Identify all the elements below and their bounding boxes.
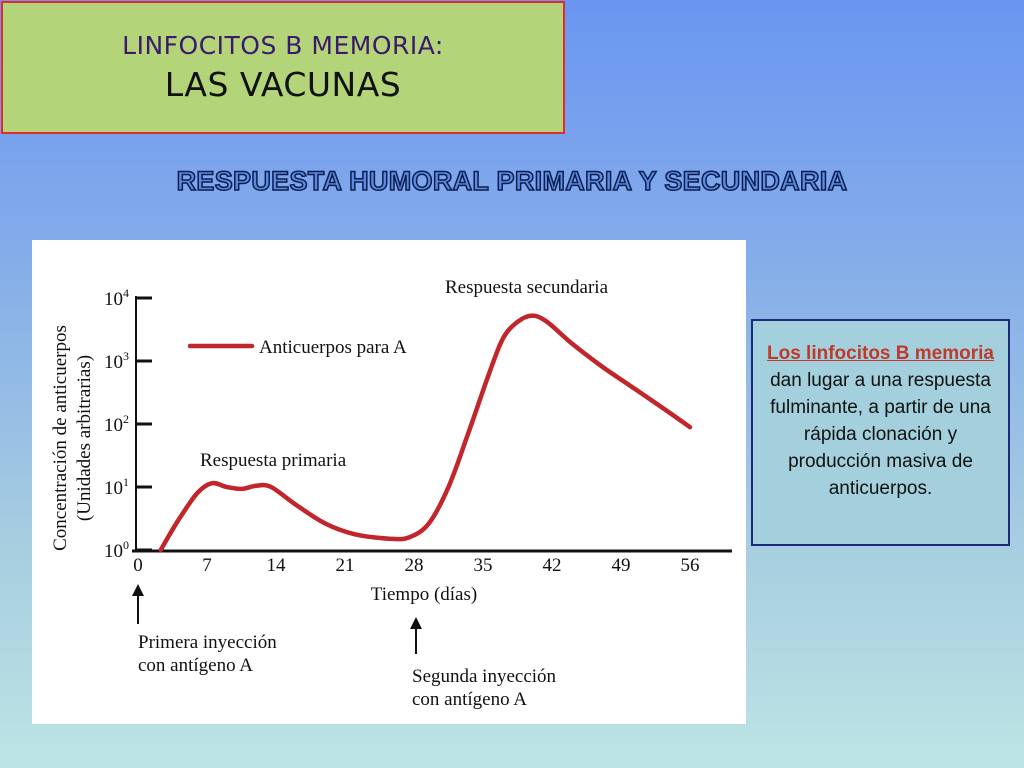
- chart-legend: [190, 337, 407, 358]
- title-line-1: LINFOCITOS B MEMORIA:: [122, 31, 444, 60]
- first-injection-label-line-1: Primera inyección: [138, 632, 277, 653]
- x-tick-label-2: 14: [266, 555, 286, 576]
- first-injection-label-line-2: con antígeno A: [138, 655, 254, 676]
- y-tick-label-0: $10^0$: [104, 538, 129, 562]
- antibody-response-chart: [32, 240, 746, 724]
- legend-label: Anticuerpos para A: [259, 337, 407, 358]
- note-highlight: Los linfocitos B memoria: [767, 343, 994, 364]
- x-tick-label-1: 7: [202, 555, 212, 576]
- x-tick-label-5: 35: [473, 555, 493, 576]
- y-axis-title: [50, 325, 95, 551]
- annotation-primary-response: Respuesta primaria: [200, 450, 347, 471]
- note-box: [751, 319, 1010, 546]
- x-tick-label-0: 0: [133, 555, 143, 576]
- second-injection-label-line-2: con antígeno A: [412, 689, 528, 710]
- y-tick-label-2: $10^2$: [104, 412, 129, 436]
- x-tick-label-4: 28: [404, 555, 424, 576]
- annotation-secondary-response: Respuesta secundaria: [445, 277, 609, 298]
- x-tick-label-8: 56: [680, 555, 700, 576]
- slide-subtitle: RESPUESTA HUMORAL PRIMARIA Y SECUNDARIA: [176, 166, 848, 196]
- x-tick-label-6: 42: [542, 555, 562, 576]
- y-axis-title-line-1: Concentración de anticuerpos: [50, 325, 71, 551]
- second-injection-label-line-1: Segunda inyección: [412, 666, 557, 687]
- chart-panel: [32, 240, 746, 724]
- first-injection-arrowhead: [132, 584, 144, 596]
- x-tick-label-7: 49: [611, 555, 631, 576]
- second-injection-arrowhead: [410, 617, 422, 629]
- x-axis-title: Tiempo (días): [370, 584, 478, 605]
- y-tick-label-1: $10^1$: [104, 475, 129, 499]
- series-line-antibodies-a: [161, 316, 690, 550]
- title-box: [1, 1, 565, 134]
- note-text: dan lugar a una respuesta fulminante, a partir de una rápida clonación y producción masiva de anticuerpos.: [770, 370, 991, 499]
- y-tick-label-3: $10^3$: [104, 349, 129, 373]
- title-line-2: LAS VACUNAS: [164, 65, 402, 104]
- y-axis-title-line-2: (Unidades arbitrarias): [74, 354, 95, 522]
- y-tick-label-4: $10^4$: [104, 286, 129, 310]
- first-injection-marker: [132, 584, 277, 676]
- second-injection-marker: [410, 617, 557, 710]
- x-tick-label-3: 21: [335, 555, 355, 576]
